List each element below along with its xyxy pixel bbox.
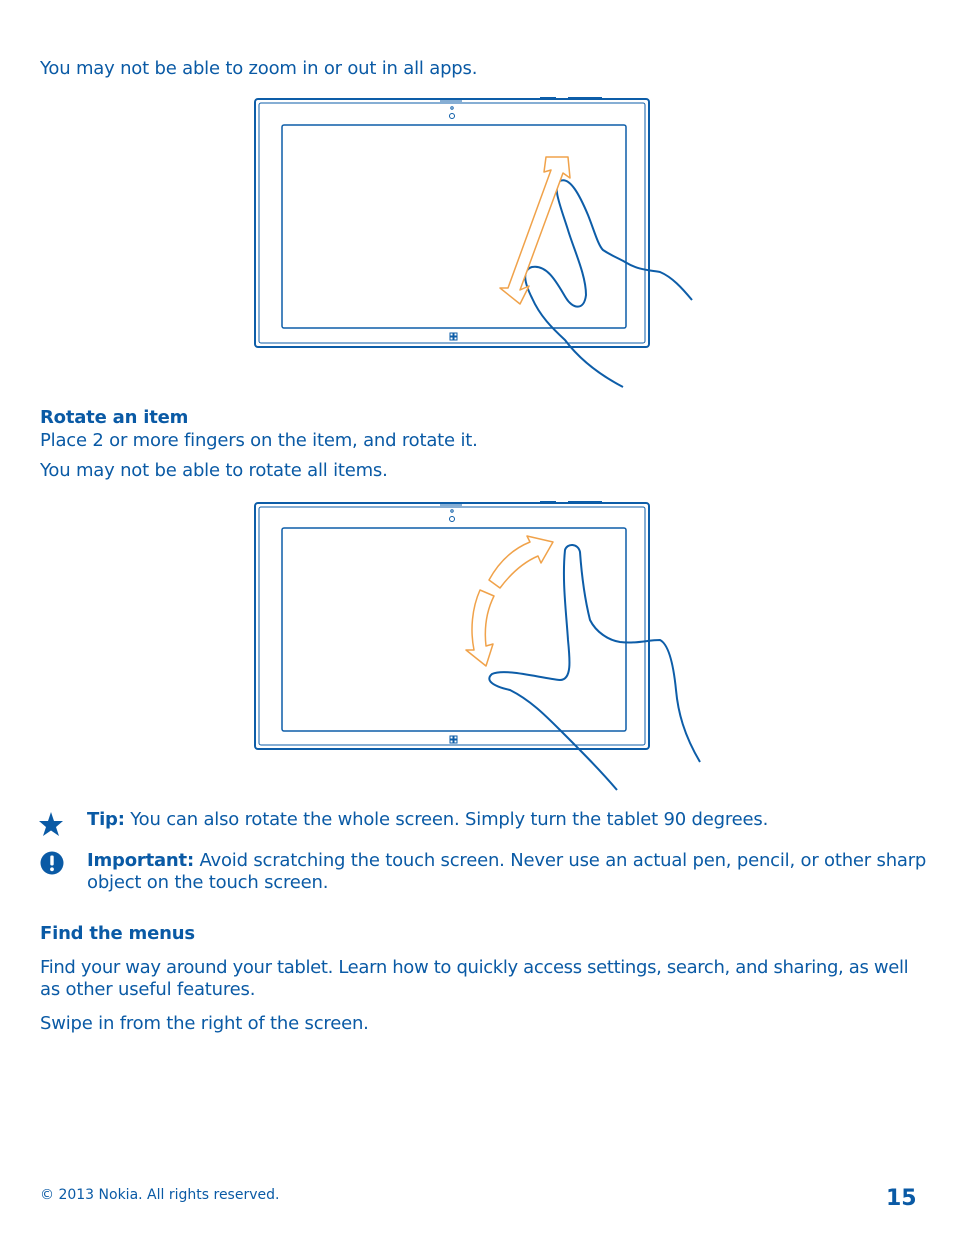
rotate-instruction: Place 2 or more fingers on the item, and rotate it.	[40, 430, 478, 451]
tip-text: You can also rotate the whole screen. Simply turn the tablet 90 degrees.	[130, 809, 769, 830]
zoom-note: You may not be able to zoom in or out in all apps.	[40, 58, 478, 79]
copyright: © 2013 Nokia. All rights reserved.	[40, 1187, 280, 1203]
windows-logo-icon	[450, 333, 457, 340]
rotate-note: You may not be able to rotate all items.	[40, 460, 388, 481]
menus-swipe: Swipe in from the right of the screen.	[40, 1013, 369, 1034]
menus-heading: Find the menus	[40, 923, 195, 944]
tablet-screen	[282, 125, 626, 328]
hand-illustration	[489, 545, 700, 790]
menus-intro: Find your way around your tablet. Learn how to quickly access settings, search, and sharing, as well	[40, 957, 909, 978]
tip-label: Tip:	[87, 809, 125, 830]
tablet-screen	[282, 528, 626, 731]
tip-note	[87, 809, 768, 831]
tablet-outline	[255, 503, 649, 749]
hand-illustration	[525, 180, 692, 387]
rotate-heading: Rotate an item	[40, 407, 189, 428]
windows-logo-icon	[450, 736, 457, 743]
rotate-arrow	[466, 536, 553, 666]
important-text-cont: object on the touch screen.	[87, 872, 329, 893]
zoom-illustration	[0, 90, 954, 400]
menus-intro-cont: as other useful features.	[40, 979, 256, 1000]
star-icon	[38, 811, 64, 837]
warning-icon	[40, 851, 64, 875]
important-label: Important:	[87, 850, 194, 871]
zoom-arrow	[500, 157, 570, 304]
camera-icon	[450, 114, 455, 119]
camera-icon	[450, 517, 455, 522]
important-text: Avoid scratching the touch screen. Never use an actual pen, pencil, or other sharp	[199, 850, 927, 871]
important-note	[87, 850, 926, 872]
page-number: 15	[886, 1186, 917, 1211]
rotate-illustration	[0, 495, 954, 800]
tablet-outline	[255, 99, 649, 347]
